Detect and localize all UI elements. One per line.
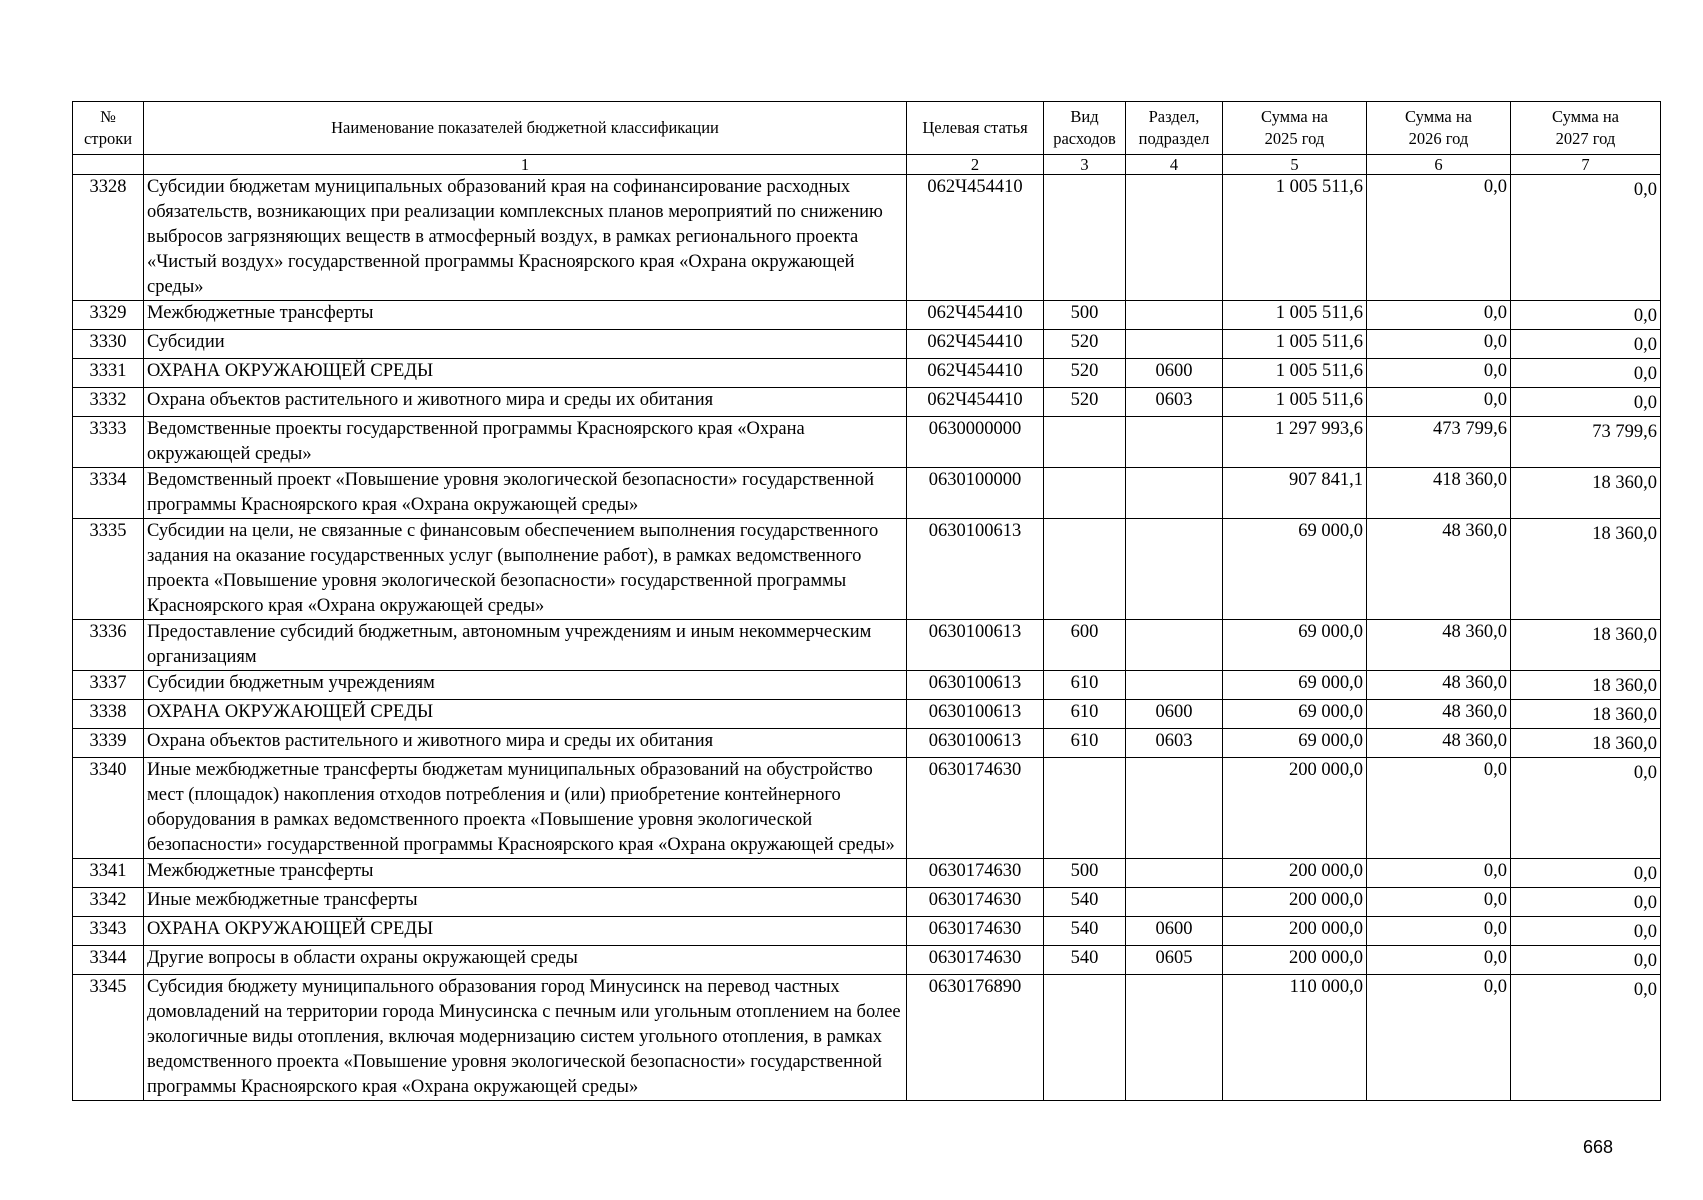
row-target-article: 0630174630 [907, 859, 1044, 888]
row-section [1126, 301, 1223, 330]
row-sum-2027: 0,0 [1511, 975, 1661, 1101]
row-expense-type: 610 [1044, 671, 1126, 700]
row-target-article: 0630174630 [907, 888, 1044, 917]
table-row [73, 888, 1661, 917]
row-target-article: 0630100613 [907, 620, 1044, 671]
row-sum-2025: 69 000,0 [1223, 671, 1367, 700]
row-target-article: 0630100613 [907, 729, 1044, 758]
row-section: 0605 [1126, 946, 1223, 975]
row-target-article: 062Ч454410 [907, 359, 1044, 388]
row-expense-type: 540 [1044, 917, 1126, 946]
row-name: Охрана объектов растительного и животного мира и среды их обитания [144, 729, 907, 758]
row-sum-2027: 18 360,0 [1511, 519, 1661, 620]
row-name: Другие вопросы в области охраны окружающей среды [144, 946, 907, 975]
row-sum-2027: 18 360,0 [1511, 468, 1661, 519]
page-number: 668 [1583, 1137, 1614, 1157]
row-section [1126, 175, 1223, 301]
row-number: 3329 [73, 301, 144, 330]
header-razdel: Раздел, подраздел [1126, 102, 1223, 155]
row-sum-2027: 73 799,6 [1511, 417, 1661, 468]
row-sum-2026: 48 360,0 [1367, 519, 1511, 620]
row-sum-2026: 0,0 [1367, 859, 1511, 888]
row-sum-2026: 473 799,6 [1367, 417, 1511, 468]
row-expense-type [1044, 468, 1126, 519]
row-section: 0600 [1126, 700, 1223, 729]
row-name: Субсидии [144, 330, 907, 359]
row-name: Иные межбюджетные трансферты [144, 888, 907, 917]
row-target-article: 062Ч454410 [907, 330, 1044, 359]
row-number: 3340 [73, 758, 144, 859]
table-row [73, 729, 1661, 758]
row-expense-type: 520 [1044, 330, 1126, 359]
row-name: Иные межбюджетные трансферты бюджетам муниципальных образований на обустройство мест (площадок) накопления отходов потребления и (или) приобретение контейнерного оборудования в рамках ведомственного проекта «Повышение уровня экологической безопасности» государственной программы Красноярского края «Охрана окружающей среды» [144, 758, 907, 859]
row-target-article: 062Ч454410 [907, 388, 1044, 417]
column-number: 4 [1126, 155, 1223, 175]
row-number: 3343 [73, 917, 144, 946]
row-sum-2026: 0,0 [1367, 946, 1511, 975]
column-number: 1 [144, 155, 907, 175]
row-section: 0600 [1126, 917, 1223, 946]
row-sum-2025: 907 841,1 [1223, 468, 1367, 519]
row-sum-2025: 1 005 511,6 [1223, 175, 1367, 301]
column-number-row [73, 155, 1661, 175]
row-sum-2026: 0,0 [1367, 975, 1511, 1101]
row-name: Охрана объектов растительного и животного мира и среды их обитания [144, 388, 907, 417]
row-sum-2026: 0,0 [1367, 359, 1511, 388]
row-number: 3331 [73, 359, 144, 388]
row-sum-2027: 0,0 [1511, 175, 1661, 301]
row-sum-2025: 69 000,0 [1223, 519, 1367, 620]
row-section [1126, 975, 1223, 1101]
row-number: 3341 [73, 859, 144, 888]
row-target-article: 0630100613 [907, 519, 1044, 620]
row-sum-2026: 0,0 [1367, 888, 1511, 917]
table-row [73, 975, 1661, 1101]
row-sum-2027: 0,0 [1511, 946, 1661, 975]
row-name: Ведомственные проекты государственной программы Красноярского края «Охрана окружающей среды» [144, 417, 907, 468]
row-sum-2027: 0,0 [1511, 758, 1661, 859]
row-sum-2025: 200 000,0 [1223, 758, 1367, 859]
row-sum-2025: 200 000,0 [1223, 946, 1367, 975]
row-sum-2025: 1 005 511,6 [1223, 359, 1367, 388]
row-expense-type: 610 [1044, 729, 1126, 758]
row-section [1126, 519, 1223, 620]
row-sum-2026: 48 360,0 [1367, 700, 1511, 729]
row-expense-type [1044, 519, 1126, 620]
row-expense-type: 540 [1044, 946, 1126, 975]
row-number: 3345 [73, 975, 144, 1101]
column-number: 6 [1367, 155, 1511, 175]
row-number: 3342 [73, 888, 144, 917]
row-number: 3332 [73, 388, 144, 417]
row-number: 3339 [73, 729, 144, 758]
row-number: 3336 [73, 620, 144, 671]
row-name: ОХРАНА ОКРУЖАЮЩЕЙ СРЕДЫ [144, 917, 907, 946]
budget-table [72, 101, 1661, 1101]
table-row [73, 519, 1661, 620]
table-row [73, 620, 1661, 671]
table-row [73, 417, 1661, 468]
row-name: ОХРАНА ОКРУЖАЮЩЕЙ СРЕДЫ [144, 700, 907, 729]
row-name: Субсидии бюджетным учреждениям [144, 671, 907, 700]
row-name: Субсидии на цели, не связанные с финансовым обеспечением выполнения государственного задания на оказание государственных услуг (выполнение работ), в рамках ведомственного проекта «Повышение уровня экологической безопасности» государственной программы Красноярского края «Охрана окружающей среды» [144, 519, 907, 620]
table-row [73, 917, 1661, 946]
row-target-article: 0630176890 [907, 975, 1044, 1101]
row-expense-type: 600 [1044, 620, 1126, 671]
row-expense-type: 520 [1044, 359, 1126, 388]
row-name: Ведомственный проект «Повышение уровня экологической безопасности» государственной программы Красноярского края «Охрана окружающей среды» [144, 468, 907, 519]
row-name: Межбюджетные трансферты [144, 859, 907, 888]
row-target-article: 0630000000 [907, 417, 1044, 468]
column-number: 3 [1044, 155, 1126, 175]
row-sum-2026: 0,0 [1367, 388, 1511, 417]
row-sum-2025: 200 000,0 [1223, 917, 1367, 946]
row-sum-2025: 69 000,0 [1223, 729, 1367, 758]
row-target-article: 0630174630 [907, 758, 1044, 859]
column-number: 2 [907, 155, 1044, 175]
row-expense-type [1044, 175, 1126, 301]
row-sum-2025: 110 000,0 [1223, 975, 1367, 1101]
column-number: 7 [1511, 155, 1661, 175]
header-row [73, 102, 1661, 155]
header-sum-2025: Сумма на 2025 год [1223, 102, 1367, 155]
header-sum-2026: Сумма на 2026 год [1367, 102, 1511, 155]
row-number: 3334 [73, 468, 144, 519]
header-vid: Вид расходов [1044, 102, 1126, 155]
row-name: Межбюджетные трансферты [144, 301, 907, 330]
row-expense-type: 610 [1044, 700, 1126, 729]
row-section [1126, 330, 1223, 359]
row-section [1126, 859, 1223, 888]
row-name: Субсидии бюджетам муниципальных образований края на софинансирование расходных обязательств, возникающих при реализации комплексных планов мероприятий по снижению выбросов загрязняющих веществ в атмосферный воздух, в рамках регионального проекта «Чистый воздух» государственной программы Красноярского края «Охрана окружающей среды» [144, 175, 907, 301]
row-expense-type [1044, 417, 1126, 468]
row-sum-2027: 18 360,0 [1511, 671, 1661, 700]
row-sum-2027: 0,0 [1511, 388, 1661, 417]
table-row [73, 671, 1661, 700]
table-row [73, 946, 1661, 975]
row-number: 3337 [73, 671, 144, 700]
row-number: 3333 [73, 417, 144, 468]
row-sum-2025: 1 005 511,6 [1223, 330, 1367, 359]
row-sum-2027: 0,0 [1511, 301, 1661, 330]
row-section [1126, 417, 1223, 468]
row-sum-2027: 0,0 [1511, 359, 1661, 388]
row-sum-2027: 0,0 [1511, 917, 1661, 946]
row-sum-2027: 0,0 [1511, 888, 1661, 917]
row-sum-2027: 18 360,0 [1511, 729, 1661, 758]
row-sum-2026: 418 360,0 [1367, 468, 1511, 519]
row-sum-2025: 1 297 993,6 [1223, 417, 1367, 468]
row-expense-type: 500 [1044, 859, 1126, 888]
row-sum-2026: 0,0 [1367, 917, 1511, 946]
row-sum-2025: 200 000,0 [1223, 859, 1367, 888]
row-number: 3335 [73, 519, 144, 620]
row-target-article: 062Ч454410 [907, 175, 1044, 301]
header-sum-2027: Сумма на 2027 год [1511, 102, 1661, 155]
row-expense-type [1044, 975, 1126, 1101]
header-target: Целевая статья [907, 102, 1044, 155]
table-row [73, 468, 1661, 519]
row-section [1126, 758, 1223, 859]
row-section: 0603 [1126, 388, 1223, 417]
table-row [73, 700, 1661, 729]
row-expense-type: 540 [1044, 888, 1126, 917]
table-row [73, 175, 1661, 301]
row-sum-2027: 0,0 [1511, 330, 1661, 359]
row-section [1126, 888, 1223, 917]
row-target-article: 0630100000 [907, 468, 1044, 519]
row-sum-2026: 48 360,0 [1367, 671, 1511, 700]
row-sum-2027: 0,0 [1511, 859, 1661, 888]
row-sum-2026: 0,0 [1367, 175, 1511, 301]
row-number: 3344 [73, 946, 144, 975]
row-sum-2027: 18 360,0 [1511, 700, 1661, 729]
row-sum-2026: 0,0 [1367, 301, 1511, 330]
row-sum-2026: 0,0 [1367, 330, 1511, 359]
row-sum-2026: 48 360,0 [1367, 729, 1511, 758]
table-row [73, 859, 1661, 888]
row-sum-2026: 48 360,0 [1367, 620, 1511, 671]
row-sum-2025: 69 000,0 [1223, 700, 1367, 729]
table-row [73, 758, 1661, 859]
row-name: ОХРАНА ОКРУЖАЮЩЕЙ СРЕДЫ [144, 359, 907, 388]
table-row [73, 330, 1661, 359]
row-sum-2025: 69 000,0 [1223, 620, 1367, 671]
row-target-article: 0630100613 [907, 671, 1044, 700]
table-row [73, 388, 1661, 417]
header-name: Наименование показателей бюджетной классификации [144, 102, 907, 155]
row-number: 3328 [73, 175, 144, 301]
row-number: 3338 [73, 700, 144, 729]
row-sum-2025: 1 005 511,6 [1223, 388, 1367, 417]
row-target-article: 062Ч454410 [907, 301, 1044, 330]
row-number: 3330 [73, 330, 144, 359]
column-number: 5 [1223, 155, 1367, 175]
row-expense-type: 500 [1044, 301, 1126, 330]
table-row [73, 301, 1661, 330]
row-section [1126, 468, 1223, 519]
row-expense-type: 520 [1044, 388, 1126, 417]
row-section [1126, 620, 1223, 671]
row-sum-2026: 0,0 [1367, 758, 1511, 859]
row-section [1126, 671, 1223, 700]
header-row-no: № строки [73, 102, 144, 155]
row-section: 0603 [1126, 729, 1223, 758]
row-sum-2027: 18 360,0 [1511, 620, 1661, 671]
row-target-article: 0630174630 [907, 917, 1044, 946]
row-name: Субсидия бюджету муниципального образования город Минусинск на перевод частных домовладений на территории города Минусинска с печным или угольным отоплением на более экологичные виды отопления, включая модернизацию систем угольного отопления, в рамках ведомственного проекта «Повышение уровня экологической безопасности» государственной программы Красноярского края «Охрана окружающей среды» [144, 975, 907, 1101]
row-target-article: 0630174630 [907, 946, 1044, 975]
row-expense-type [1044, 758, 1126, 859]
row-name: Предоставление субсидий бюджетным, автономным учреждениям и иным некоммерческим организациям [144, 620, 907, 671]
row-section: 0600 [1126, 359, 1223, 388]
row-sum-2025: 1 005 511,6 [1223, 301, 1367, 330]
table-row [73, 359, 1661, 388]
column-number [73, 155, 144, 175]
row-target-article: 0630100613 [907, 700, 1044, 729]
row-sum-2025: 200 000,0 [1223, 888, 1367, 917]
